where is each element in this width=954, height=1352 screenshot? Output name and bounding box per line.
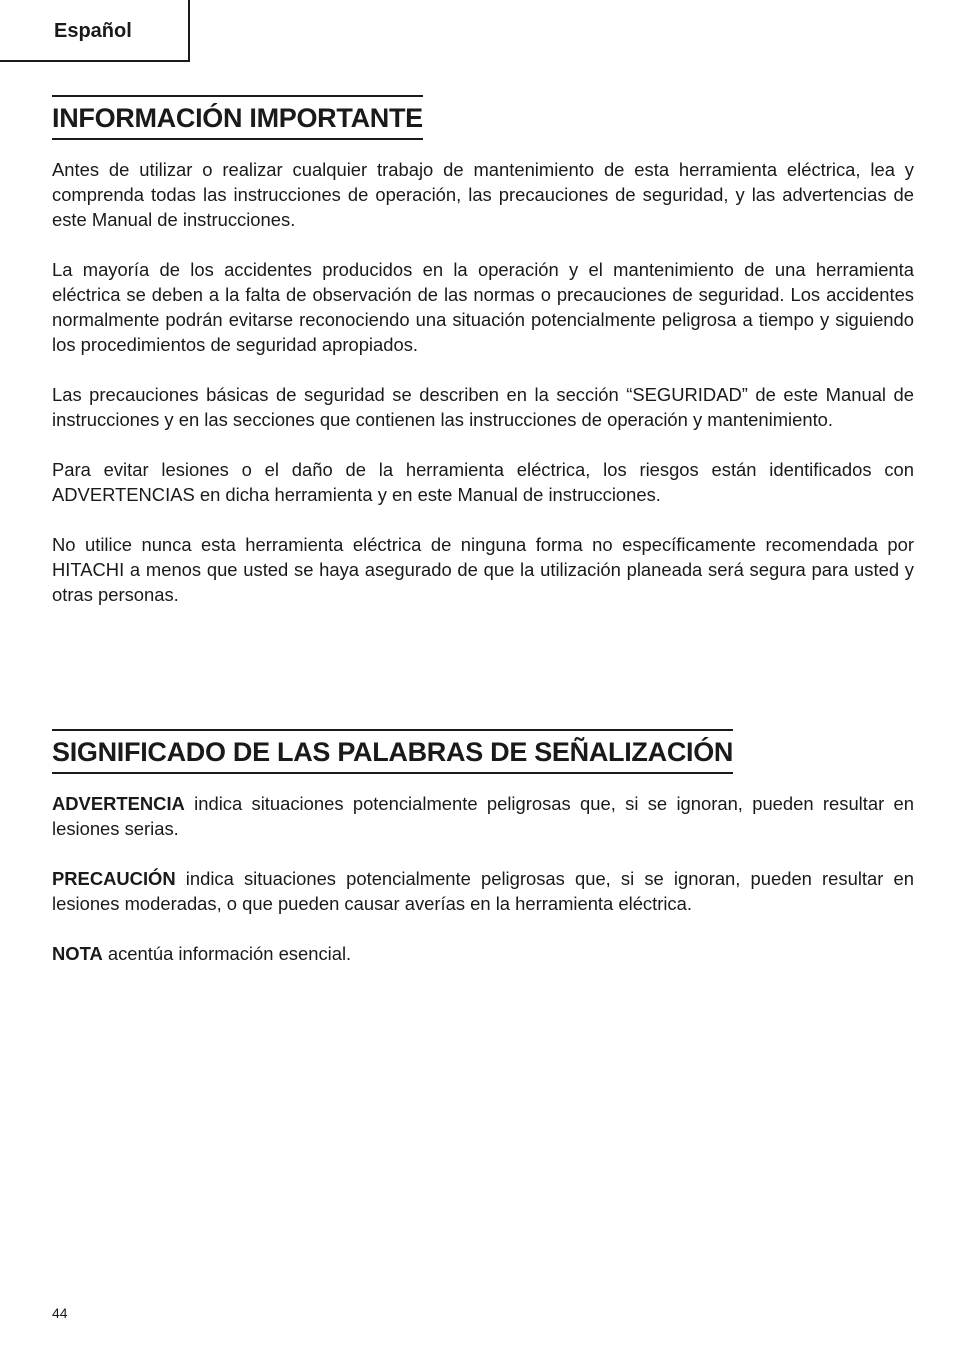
signal-word-text: acentúa información esencial. xyxy=(102,943,352,964)
page-number: 44 xyxy=(52,1305,68,1321)
signal-word-text: indica situaciones potencialmente peligrosas que, si se ignoran, pueden resultar en lesiones moderadas, o que pueden causar averías en la herramienta eléctrica. xyxy=(52,868,914,914)
signal-word-term: ADVERTENCIA xyxy=(52,793,185,814)
important-info-paragraph: La mayoría de los accidentes producidos en la operación y el mantenimiento de una herramienta eléctrica se deben a la falta de observación de las normas o precauciones de seguridad. Los accidentes normalmente podrán evitarse reconociendo una situación potencialmente peligrosa a tiempo y siguiendo los procedimientos de seguridad apropiados. xyxy=(52,259,914,355)
signal-words-heading: SIGNIFICADO DE LAS PALABRAS DE SEÑALIZACIÓN xyxy=(52,729,733,774)
important-info-paragraph: Para evitar lesiones o el daño de la herramienta eléctrica, los riesgos están identificados con ADVERTENCIAS en dicha herramienta y en este Manual de instrucciones. xyxy=(52,459,914,505)
signal-word-term: PRECAUCIÓN xyxy=(52,868,176,889)
language-tab xyxy=(0,0,190,62)
important-info-paragraph: No utilice nunca esta herramienta eléctrica de ninguna forma no específicamente recomendada por HITACHI a menos que usted se haya asegurado de que la utilización planeada será segura para usted y otras personas. xyxy=(52,534,914,605)
signal-word-definition-advertencia xyxy=(52,791,914,841)
important-info-paragraph: Antes de utilizar o realizar cualquier trabajo de mantenimiento de esta herramienta eléctrica, lea y comprenda todas las instrucciones de operación, las precauciones de seguridad, y las advertencias de este Manual de instrucciones. xyxy=(52,159,914,230)
signal-word-definition-precaucion xyxy=(52,866,914,916)
important-info-body xyxy=(52,157,914,607)
important-info-heading: INFORMACIÓN IMPORTANTE xyxy=(52,95,423,140)
signal-word-term: NOTA xyxy=(52,943,103,964)
important-info-paragraph: Las precauciones básicas de seguridad se describen en la sección “SEGURIDAD” de este Manual de instrucciones y en las secciones que contienen las instrucciones de operación y mantenimiento. xyxy=(52,384,914,430)
language-label: Español xyxy=(54,20,132,42)
signal-word-definition-nota xyxy=(52,941,914,966)
signal-words-body xyxy=(52,791,914,966)
signal-word-text: indica situaciones potencialmente peligrosas que, si se ignoran, pueden resultar en lesiones serias. xyxy=(52,793,914,839)
